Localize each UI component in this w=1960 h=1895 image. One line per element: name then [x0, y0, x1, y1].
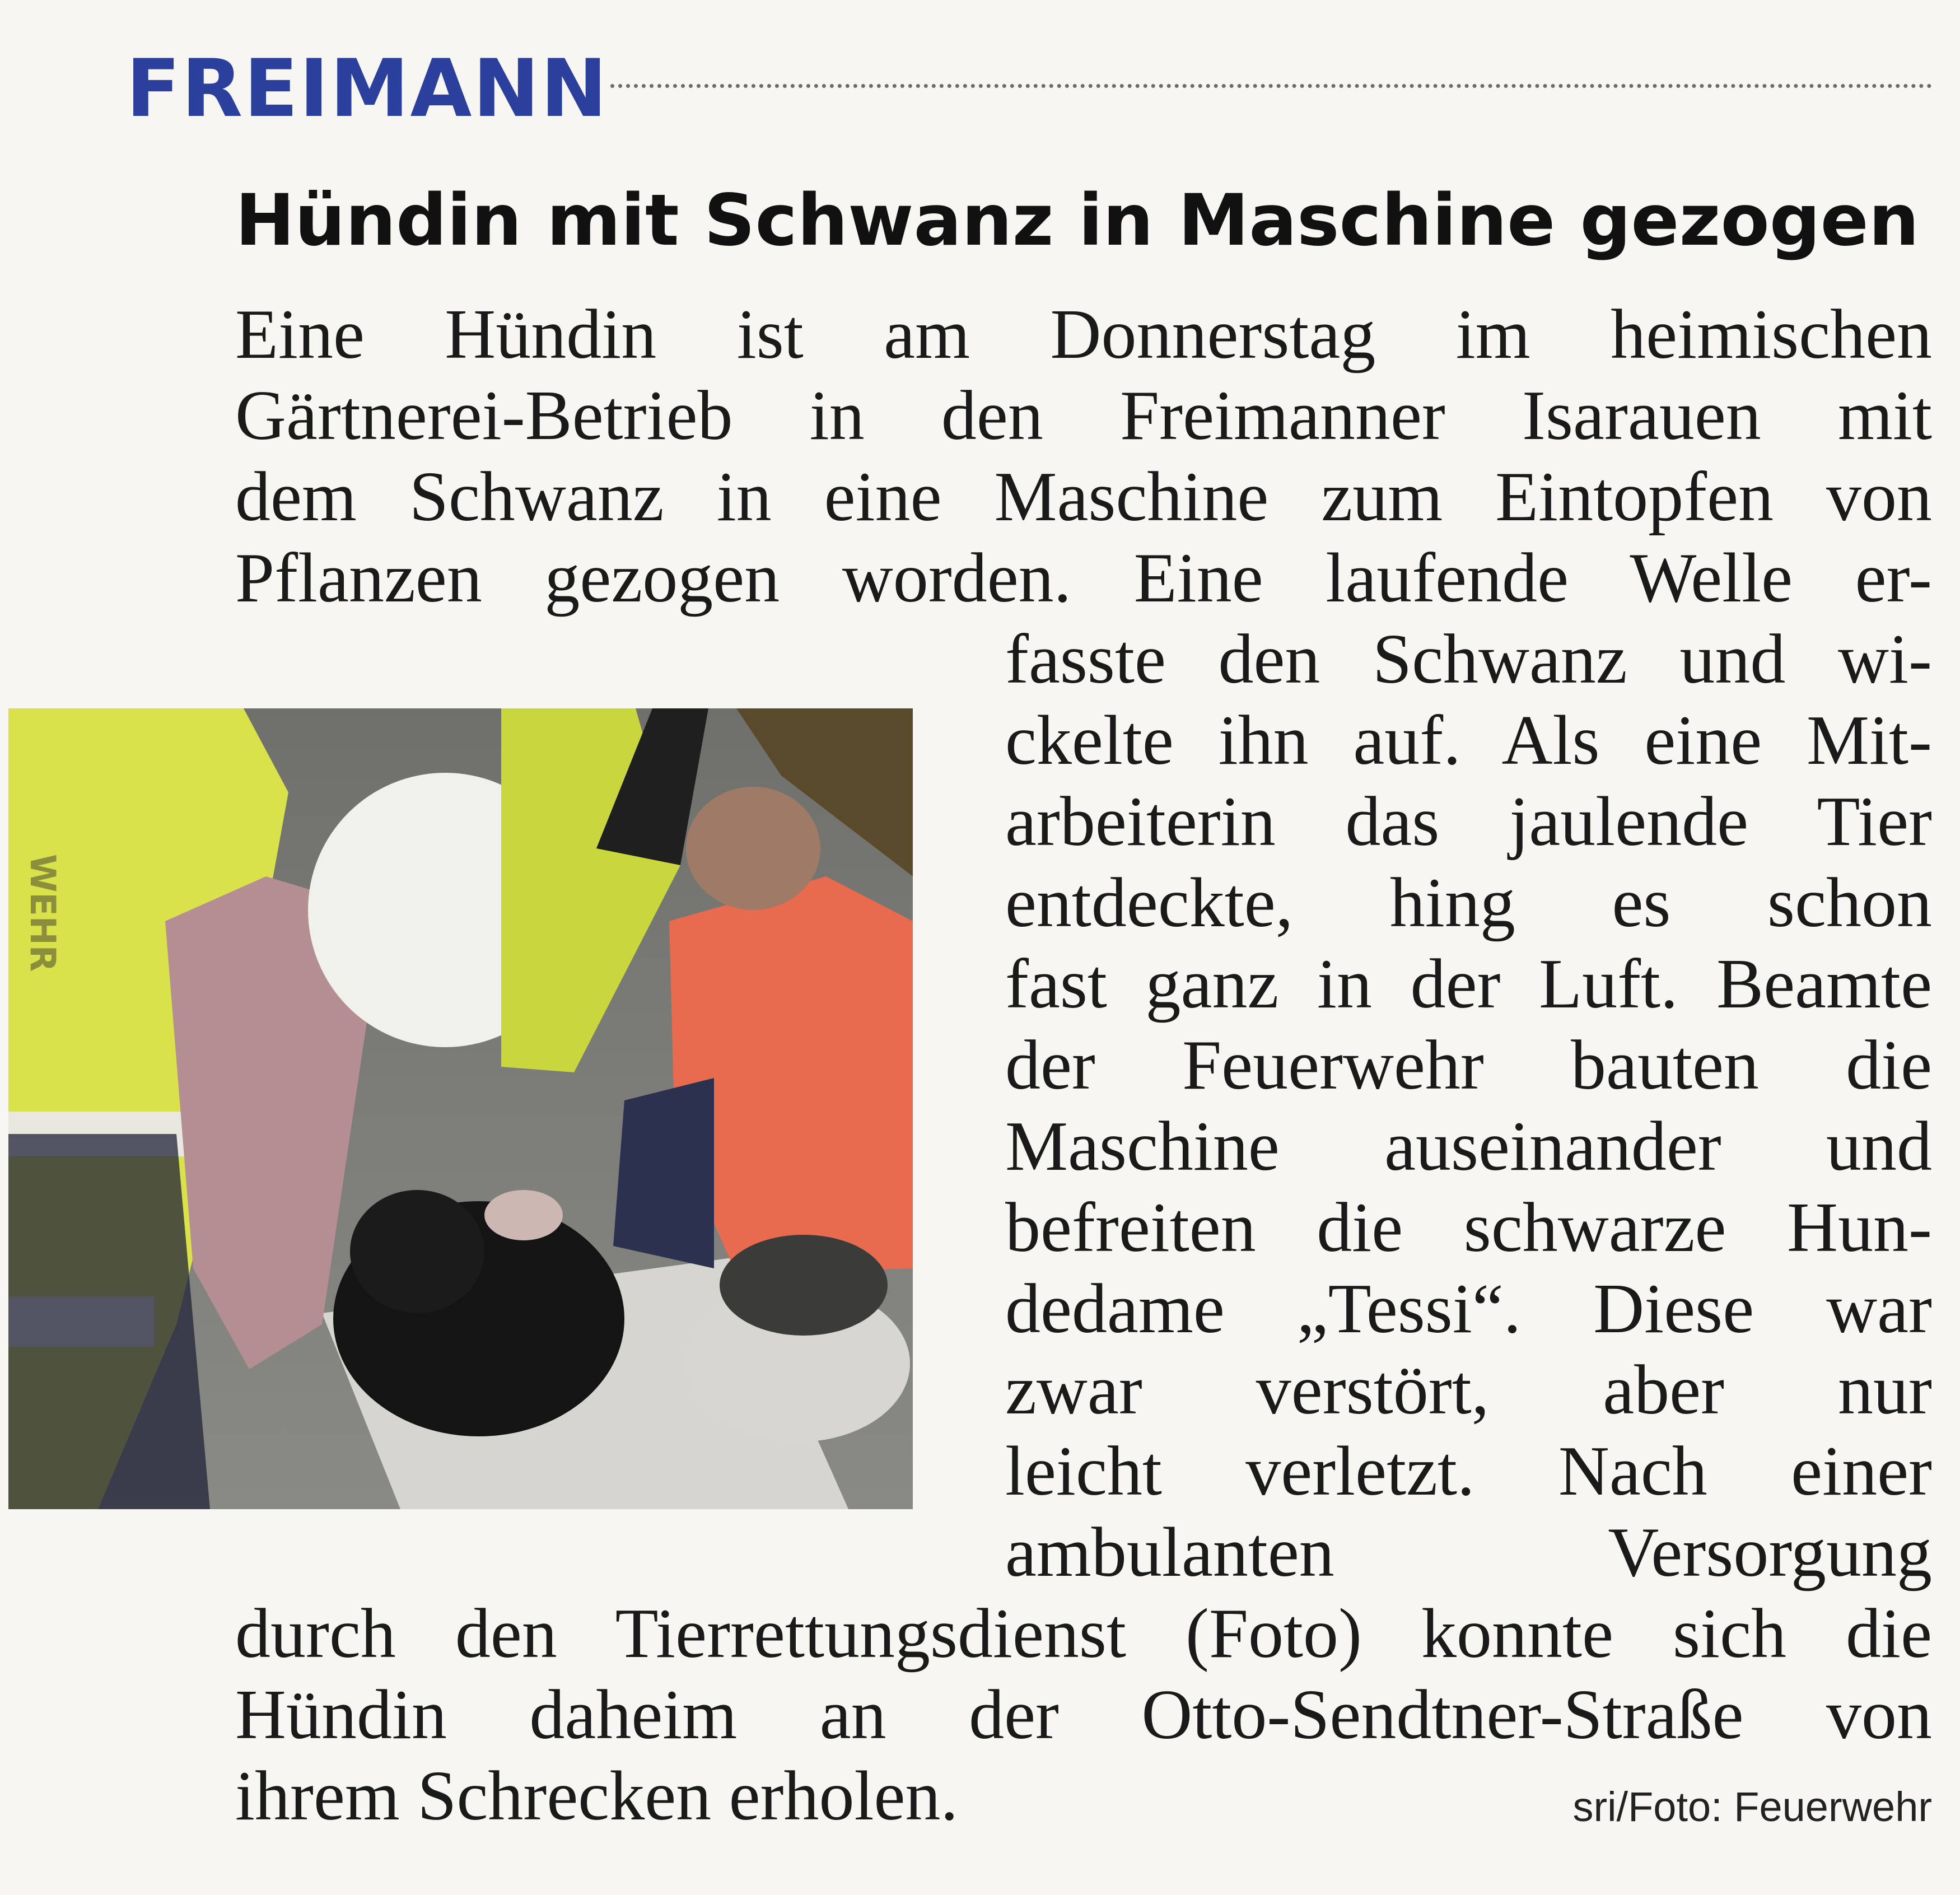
- body-line: dedame „Tessi“. Diese war: [1005, 1270, 1932, 1348]
- body-line: Eine Hündin ist am Donnerstag im heimischen: [235, 296, 1932, 374]
- hand-shape: [484, 1190, 563, 1240]
- headline: Hündin mit Schwanz in Maschine gezogen: [235, 179, 1920, 262]
- body-line: ckelte ihn auf. Als eine Mit-: [1005, 702, 1932, 780]
- body-line: ambulanten Versorgung: [1005, 1514, 1932, 1591]
- vest-text: WEHR: [22, 854, 63, 972]
- body-line: arbeiterin das jaulende Tier: [1005, 783, 1932, 861]
- body-line: befreiten die schwarze Hun-: [1005, 1189, 1932, 1267]
- photo-credit: sri/Foto: Feuerwehr: [1572, 1784, 1932, 1830]
- body-line: ihrem Schrecken erholen.: [235, 1757, 958, 1835]
- body-line: Maschine auseinander und: [1005, 1108, 1932, 1185]
- body-line: entdeckte, hing es schon: [1005, 864, 1932, 942]
- body-line: der Feuerwehr bauten die: [1005, 1026, 1932, 1104]
- section-dotted-rule: [610, 84, 1932, 88]
- photo-illustration: [8, 708, 913, 1509]
- body-line: zwar verstört, aber nur: [1005, 1351, 1932, 1429]
- body-line: Gärtnerei-Betrieb in den Freimanner Isarauen mit: [235, 377, 1932, 455]
- body-line: dem Schwanz in eine Maschine zum Eintopfen von: [235, 458, 1932, 536]
- body-line: durch den Tierrettungsdienst (Foto) konnte sich die: [235, 1595, 1932, 1673]
- body-line: Hündin daheim an der Otto-Sendtner-Straße von: [235, 1676, 1932, 1754]
- rescue-photo: [8, 708, 913, 1509]
- body-line: fasste den Schwanz und wi-: [1005, 620, 1932, 698]
- section-label: FREIMANN: [126, 43, 609, 135]
- body-line: leicht verletzt. Nach einer: [1005, 1432, 1932, 1510]
- body-line: Pflanzen gezogen worden. Eine laufende Welle er-: [235, 539, 1932, 617]
- body-line: fast ganz in der Luft. Beamte: [1005, 945, 1932, 1023]
